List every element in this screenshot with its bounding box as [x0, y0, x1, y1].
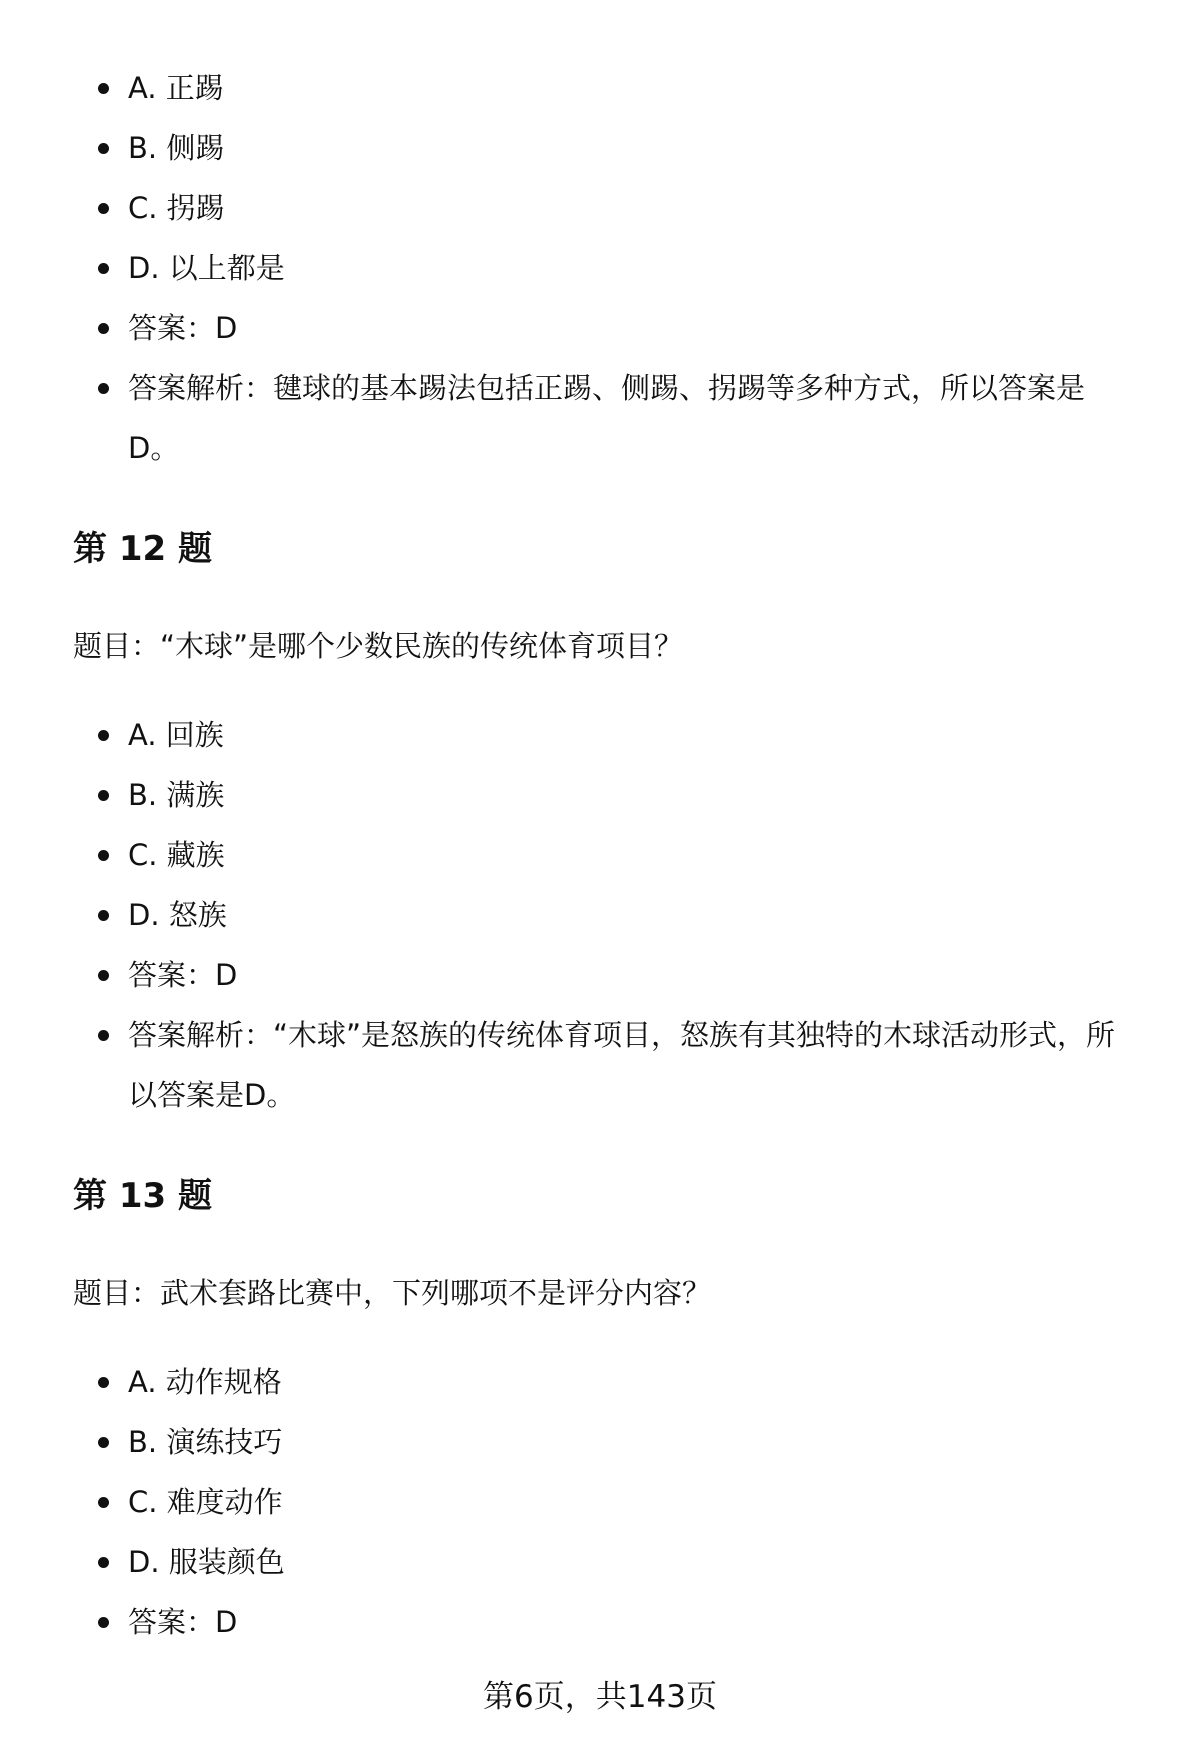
- option-a: A. 动作规格: [0, 1352, 1200, 1412]
- option-c: C. 难度动作: [0, 1472, 1200, 1532]
- answer-explanation: 答案解析：毽球的基本踢法包括正踢、侧踢、拐踢等多种方式，所以答案是D。: [0, 358, 1200, 478]
- option-b: B. 侧踢: [0, 118, 1200, 178]
- option-d: D. 怒族: [0, 885, 1200, 945]
- answer-explanation: 答案解析：“木球”是怒族的传统体育项目，怒族有其独特的木球活动形式，所以答案是D。: [0, 1005, 1200, 1125]
- option-d: D. 以上都是: [0, 238, 1200, 298]
- option-c: C. 藏族: [0, 825, 1200, 885]
- page-number-footer: 第6页，共143页: [483, 1679, 717, 1715]
- answer: 答案：D: [0, 945, 1200, 1005]
- option-a: A. 正踢: [0, 58, 1200, 118]
- q12-options-list: [0, 705, 1200, 1125]
- answer: 答案：D: [0, 1592, 1200, 1652]
- question-stem: 题目：“木球”是哪个少数民族的传统体育项目？: [73, 629, 684, 663]
- answer: 答案：D: [0, 298, 1200, 358]
- question-heading: 第 13 题: [73, 1176, 212, 1216]
- option-b: B. 演练技巧: [0, 1412, 1200, 1472]
- q11-options-list: [0, 58, 1200, 478]
- option-b: B. 满族: [0, 765, 1200, 825]
- question-stem: 题目：武术套路比赛中，下列哪项不是评分内容？: [73, 1276, 712, 1310]
- option-a: A. 回族: [0, 705, 1200, 765]
- question-heading: 第 12 题: [73, 529, 212, 569]
- q13-options-list: [0, 1352, 1200, 1652]
- option-d: D. 服装颜色: [0, 1532, 1200, 1592]
- option-c: C. 拐踢: [0, 178, 1200, 238]
